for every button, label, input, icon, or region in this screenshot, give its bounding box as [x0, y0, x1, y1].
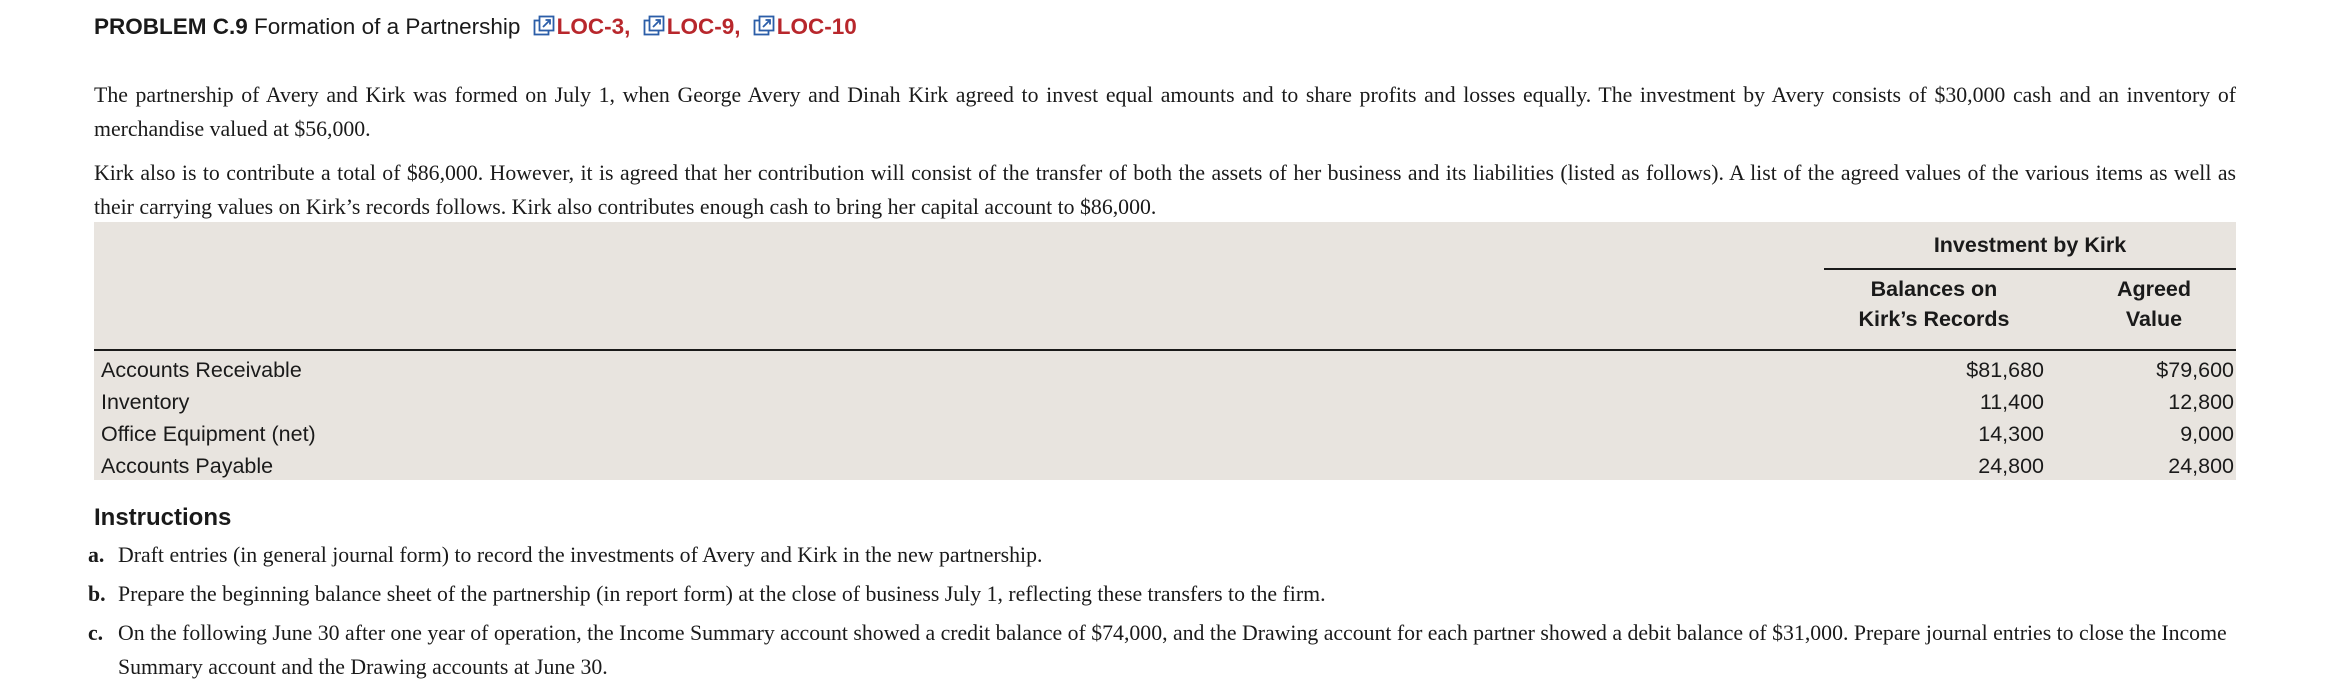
- loc-link-10[interactable]: LOC-10: [776, 14, 857, 39]
- agreed-value: 9,000: [2180, 422, 2234, 446]
- instruction-letter: c.: [88, 621, 104, 645]
- column-header-balances: Balances on Kirk’s Records: [1858, 277, 2010, 331]
- balance-value: 14,300: [1978, 422, 2044, 446]
- loc-link-9[interactable]: LOC-9: [666, 14, 735, 39]
- row-label: Accounts Receivable: [101, 358, 302, 382]
- header-rule: [94, 349, 2236, 351]
- balance-value: 24,800: [1978, 454, 2044, 478]
- row-label: Office Equipment (net): [101, 422, 316, 446]
- instructions-title: Instructions: [94, 504, 232, 531]
- row-label: Inventory: [101, 390, 190, 414]
- balance-value: 11,400: [1979, 390, 2044, 414]
- loc-link-3[interactable]: LOC-3: [556, 14, 625, 39]
- instruction-item: [88, 577, 2236, 611]
- problem-title: Formation of a Partnership: [254, 14, 521, 39]
- group-header: Investment by Kirk: [1933, 233, 2127, 257]
- agreed-value: 12,800: [2168, 390, 2234, 414]
- instruction-text: Prepare the beginning balance sheet of the partnership (in report form) at the close of business July 1, reflecting these transfers to the firm.: [118, 582, 1326, 606]
- instruction-letter: a.: [88, 543, 105, 567]
- agreed-value: $79,600: [2156, 358, 2234, 382]
- column-header-agreed: Agreed Value: [2116, 277, 2192, 331]
- instruction-letter: b.: [88, 582, 106, 606]
- intro-paragraph: The partnership of Avery and Kirk was formed on July 1, when George Avery and Dinah Kirk agreed to invest equal amounts and to share profits and losses equally. The investment by Avery consists of $30,000 cash and an inventory of merchandise valued at $56,000.: [94, 82, 2236, 141]
- agreed-value: 24,800: [2168, 454, 2234, 478]
- table-row: [94, 450, 2236, 482]
- external-link-icon[interactable]: [643, 15, 665, 37]
- row-label: Accounts Payable: [101, 454, 274, 478]
- group-header-rule: [1824, 268, 2236, 270]
- instruction-item: [88, 616, 2236, 684]
- external-link-icon[interactable]: [533, 15, 555, 37]
- table-row: [94, 418, 2236, 450]
- problem-heading: PROBLEM C.9 Formation of a Partnership LOC-3, LOC-9, LOC-10: [94, 14, 857, 39]
- contribution-paragraph: Kirk also is to contribute a total of $86,000. However, it is agreed that her contribution will consist of the transfer of both the assets of her business and its liabilities (listed as follows). A list of the agreed values of the various items as well as their carrying values on Kirk’s records follows. Kirk also contributes enough cash to bring her capital account to $86,000.: [94, 160, 2236, 219]
- instruction-text: On the following June 30 after one year of operation, the Income Summary account showed a credit balance of $74,000, and the Drawing account for each partner showed a debit balance of $31,000. Prepare journal entries to close the Income Summary account and the Drawing accounts at June 30.: [118, 621, 2227, 679]
- table-row: [94, 386, 2236, 418]
- instruction-item: [88, 538, 2236, 572]
- table-row: [94, 354, 2236, 386]
- external-link-icon[interactable]: [753, 15, 775, 37]
- problem-number: PROBLEM C.9: [94, 14, 248, 39]
- instruction-text: Draft entries (in general journal form) to record the investments of Avery and Kirk in the new partnership.: [118, 543, 1043, 567]
- investment-table: [94, 222, 2236, 480]
- balance-value: $81,680: [1966, 358, 2044, 382]
